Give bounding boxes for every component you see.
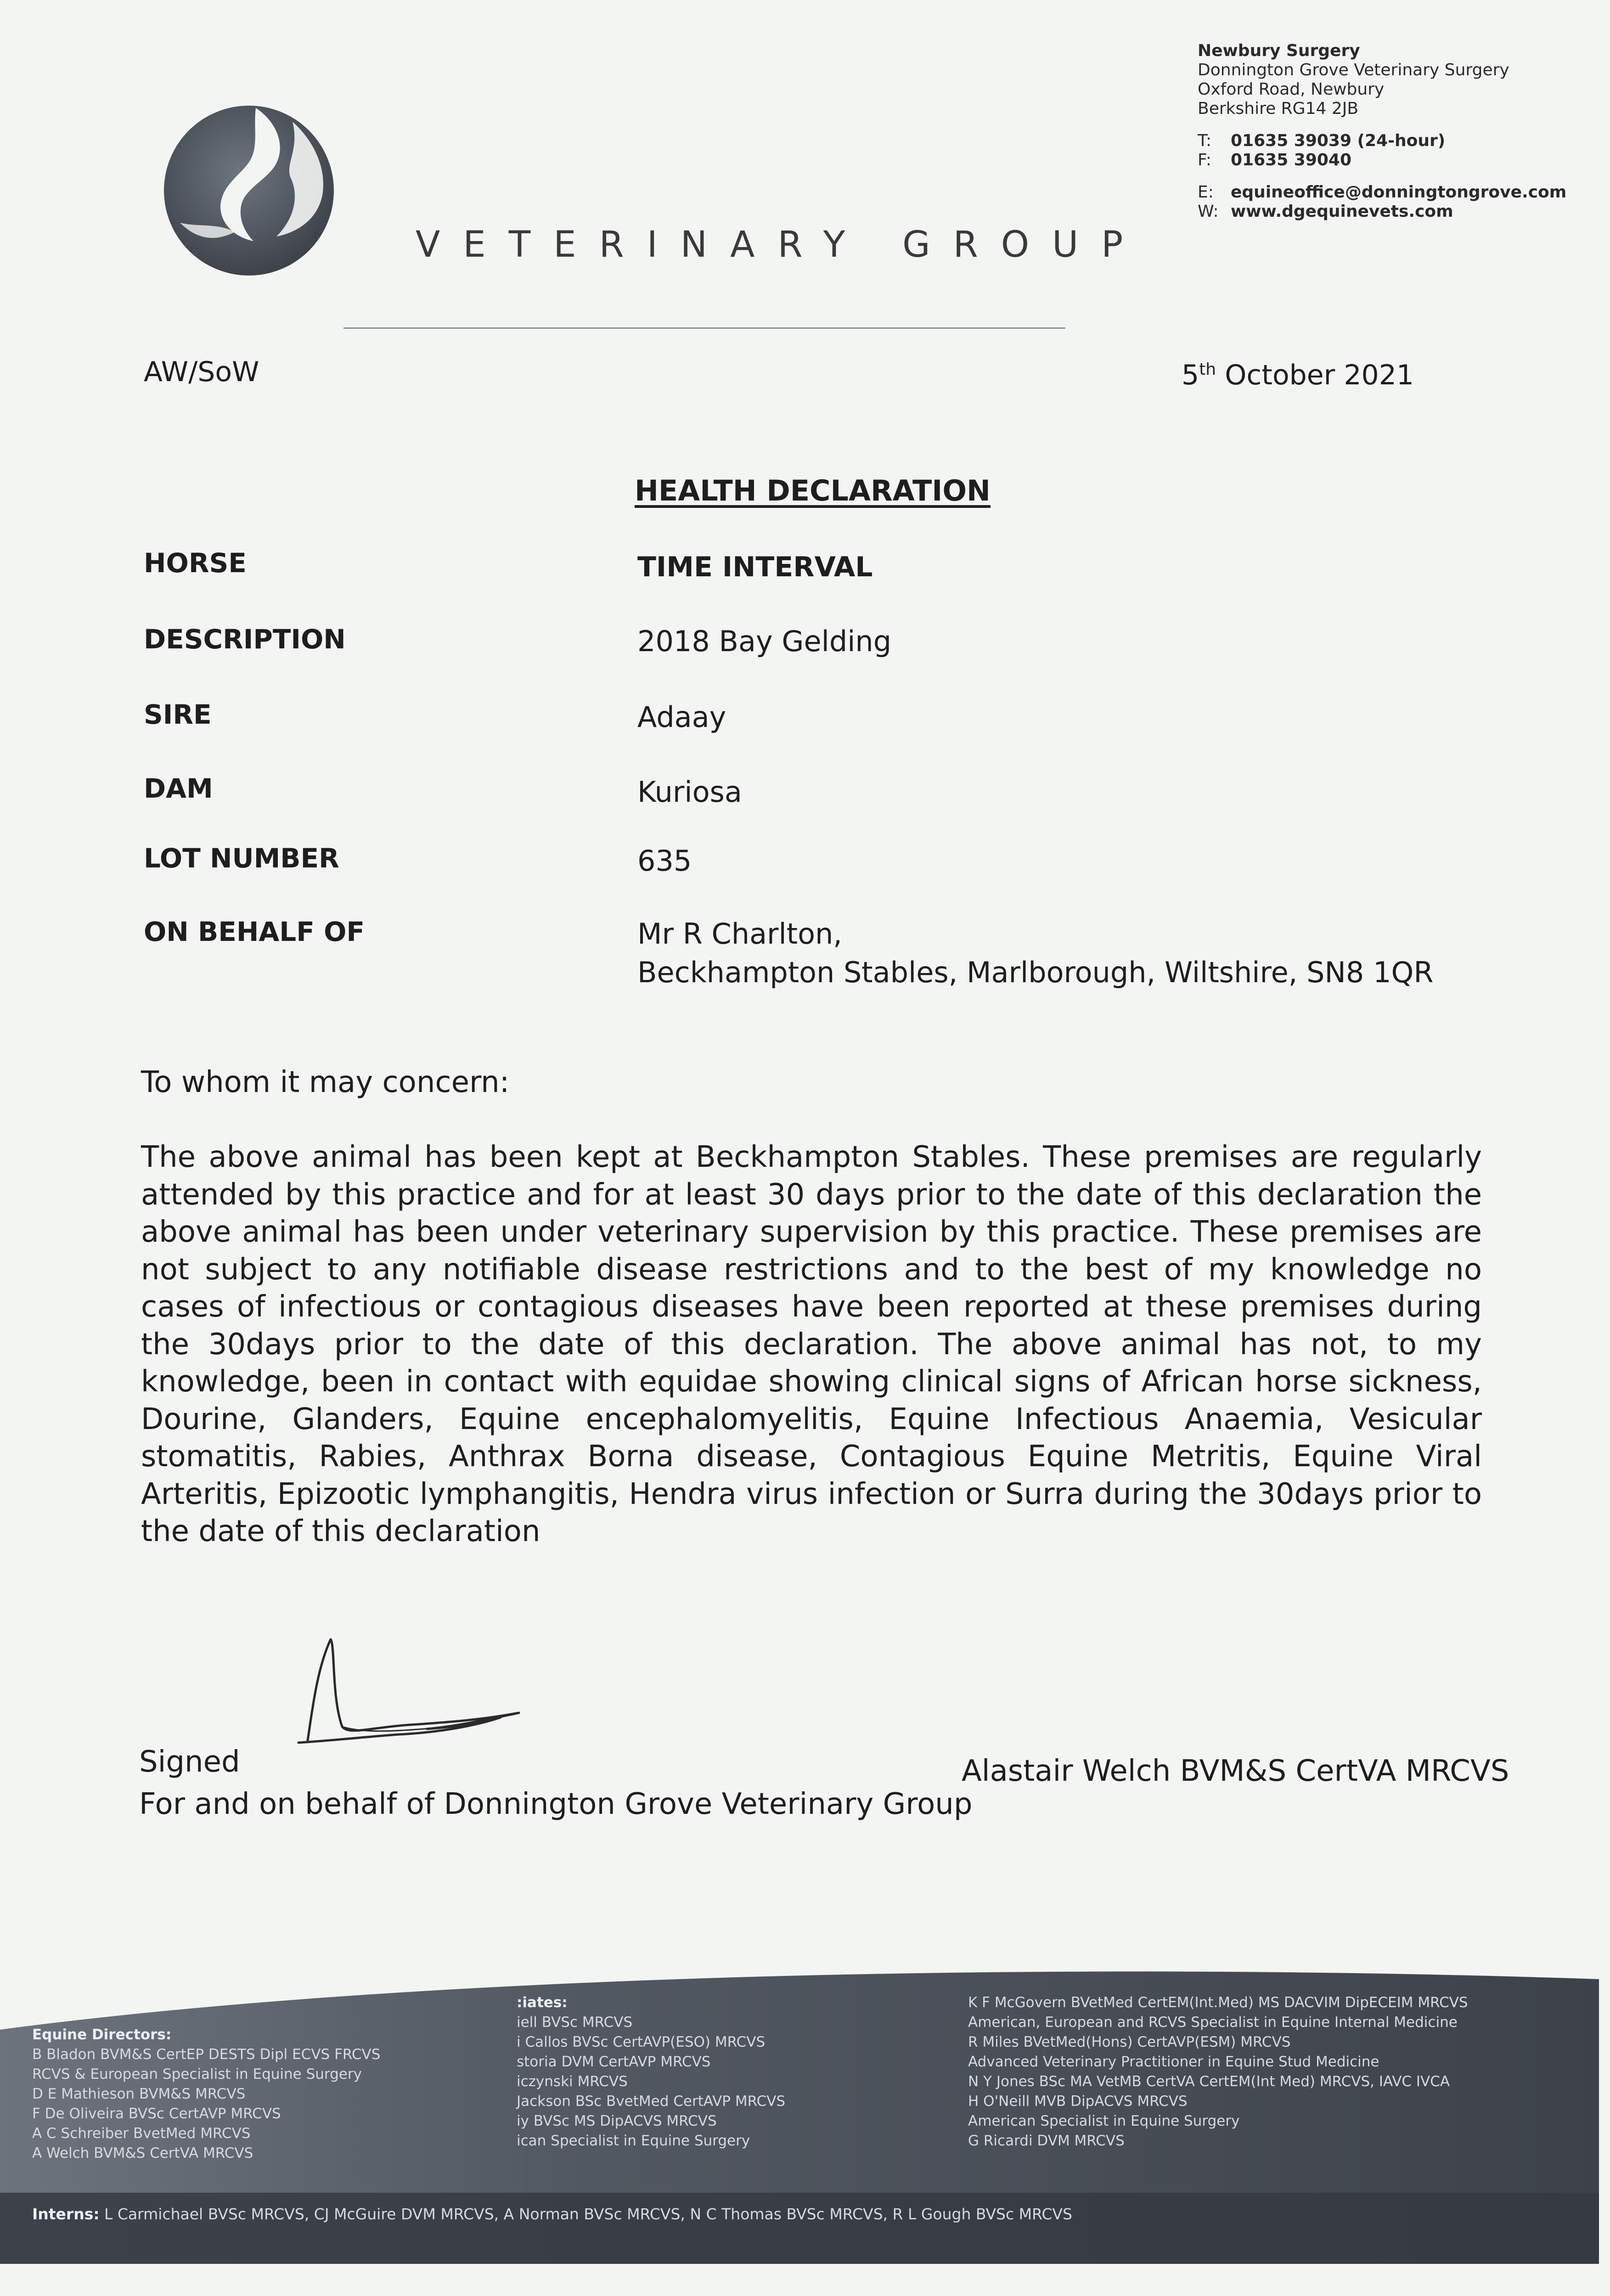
consultant-line: N Y Jones BSc MA VetMB CertVA CertEM(Int Med) MRCVS, IAVC IVCA: [968, 2073, 1450, 2090]
director-line: F De Oliveira BVSc CertAVP MRCVS: [32, 2105, 281, 2122]
footer-consultants: [968, 1993, 1468, 2151]
footer-band: [0, 1961, 1599, 2264]
director-line: A Welch BVM&S CertVA MRCVS: [32, 2145, 253, 2161]
date-suffix: th: [1199, 360, 1216, 379]
field-value-dam: Kuriosa: [637, 775, 742, 809]
address-block: [1198, 41, 1593, 221]
consultant-line: G Ricardi DVM MRCVS: [968, 2133, 1125, 2149]
associate-line: Jackson BSc BvetMed CertAVP MRCVS: [517, 2093, 786, 2110]
header-divider: [343, 327, 1065, 329]
email-address[interactable]: equineoffice@donningtongrove.com: [1231, 183, 1567, 202]
associate-line: i Callos BVSc CertAVP(ESO) MRCVS: [517, 2034, 766, 2050]
field-value-on-behalf-of-address: Beckhampton Stables, Marlborough, Wiltshire, SN8 1QR: [637, 956, 1434, 989]
website-link[interactable]: www.dgequinevets.com: [1231, 202, 1453, 221]
field-value-lot-number: 635: [637, 844, 692, 878]
handwritten-signature: [280, 1628, 528, 1766]
field-value-description: 2018 Bay Gelding: [637, 625, 892, 658]
interns-list: L Carmichael BVSc MRCVS, CJ McGuire DVM MRCVS, A Norman BVSc MRCVS, N C Thomas BVSc MRCVS, R L Gough BVSc MRCVS: [99, 2205, 1072, 2223]
signer-name: Alastair Welch BVM&S CertVA MRCVS: [962, 1754, 1509, 1788]
phone-label: T:: [1198, 131, 1212, 150]
consultant-line: R Miles BVetMed(Hons) CertAVP(ESM) MRCVS: [968, 2034, 1291, 2050]
fax-row: [1198, 151, 1593, 170]
consultant-line: American Specialist in Equine Surgery: [968, 2113, 1240, 2129]
fax-number: 01635 39040: [1231, 151, 1352, 169]
salutation: To whom it may concern:: [141, 1065, 510, 1099]
reference-code: AW/SoW: [144, 356, 259, 388]
date-rest: October 2021: [1216, 359, 1414, 391]
director-line: A C Schreiber BvetMed MRCVS: [32, 2125, 251, 2142]
address-line-2: Oxford Road, Newbury: [1198, 80, 1385, 99]
phone-row: [1198, 131, 1593, 151]
associate-line: storia DVM CertAVP MRCVS: [517, 2054, 711, 2070]
footer-interns: [32, 2204, 1072, 2224]
director-line: RCVS & European Specialist in Equine Surgery: [32, 2066, 362, 2082]
field-label-dam: DAM: [144, 773, 213, 804]
associate-line: ican Specialist in Equine Surgery: [517, 2133, 750, 2149]
field-label-lot-number: LOT NUMBER: [144, 843, 339, 874]
consultant-line: American, European and RCVS Specialist in Equine Internal Medicine: [968, 2014, 1458, 2031]
associate-line: iy BVSc MS DipACVS MRCVS: [517, 2113, 717, 2129]
declaration-body: The above animal has been kept at Beckhampton Stables. These premises are regularly attended by this practice and for at least 30 days prior to the date of this declaration the above animal has been under veterinary supervision by this practice. These premises are not subject to any notifiable disease restrictions and to the best of my knowledge no cases of infectious or contagious diseases have been reported at these premises during the 30days prior to the date of this declaration. The above animal has not, to my knowledge, been in contact with equidae showing clinical signs of African horse sickness, Dourine, Glanders, Equine encephalomyelitis, Equine Infectious Anaemia, Vesicular stomatitis, Rabies, Anthrax Borna disease, Contagious Equine Metritis, Equine Viral Arteritis, Epizootic lymphangitis, Hendra virus infection or Surra during the 30days prior to the date of this declaration: [141, 1140, 1482, 1548]
veterinary-group-logo: [162, 103, 336, 278]
field-label-description: DESCRIPTION: [144, 624, 346, 655]
associate-line: iczynski MRCVS: [517, 2073, 628, 2090]
field-label-horse: HORSE: [144, 547, 247, 579]
email-label: E:: [1198, 183, 1214, 202]
interns-label: Interns:: [32, 2205, 100, 2223]
field-label-sire: SIRE: [144, 699, 212, 730]
associate-line: iell BVSc MRCVS: [517, 2014, 633, 2031]
address-line-3: Berkshire RG14 2JB: [1198, 99, 1359, 118]
document-title: HEALTH DECLARATION: [635, 474, 991, 507]
consultant-line: H O'Neill MVB DipACVS MRCVS: [968, 2093, 1188, 2110]
fax-label: F:: [1198, 151, 1212, 169]
footer-directors: [32, 2025, 380, 2163]
web-row: [1198, 202, 1593, 221]
directors-heading: Equine Directors:: [32, 2026, 172, 2043]
surgery-name: Newbury Surgery: [1198, 41, 1360, 60]
date-day: 5: [1182, 359, 1199, 391]
footer-associates: [517, 1993, 785, 2151]
email-row: [1198, 183, 1593, 202]
letter-date: [1182, 359, 1414, 391]
field-value-sire: Adaay: [637, 700, 726, 734]
address-line-1: Donnington Grove Veterinary Surgery: [1198, 61, 1509, 79]
on-behalf-of-line: For and on behalf of Donnington Grove Veterinary Group: [139, 1787, 973, 1821]
field-label-on-behalf-of: ON BEHALF OF: [144, 916, 365, 947]
phone-number: 01635 39039 (24-hour): [1231, 131, 1446, 150]
signed-label: Signed: [139, 1745, 240, 1779]
consultant-line: K F McGovern BVetMed CertEM(Int.Med) MS DACVIM DipECEIM MRCVS: [968, 1994, 1468, 2011]
group-name: VETERINARY GROUP: [416, 224, 1146, 265]
web-label: W:: [1198, 202, 1219, 221]
director-line: D E Mathieson BVM&S MRCVS: [32, 2086, 246, 2102]
associates-heading: :iates:: [517, 1994, 568, 2011]
field-value-on-behalf-of: Mr R Charlton,: [637, 917, 843, 951]
field-value-horse: TIME INTERVAL: [637, 551, 873, 583]
director-line: B Bladon BVM&S CertEP DESTS Dipl ECVS FRCVS: [32, 2046, 381, 2063]
consultant-line: Advanced Veterinary Practitioner in Equine Stud Medicine: [968, 2054, 1379, 2070]
